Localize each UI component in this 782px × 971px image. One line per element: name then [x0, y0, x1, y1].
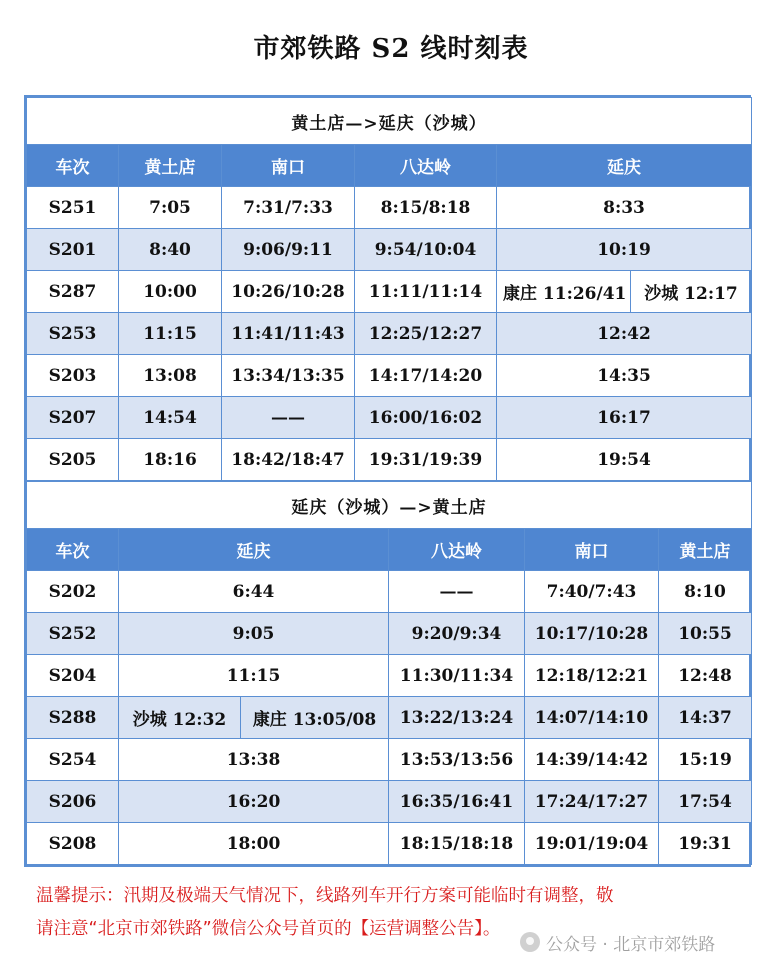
wechat-logo-icon [520, 932, 540, 952]
time-cell: 8:33 [497, 187, 752, 229]
time-cell: 14:39/14:42 [525, 739, 659, 781]
table-row [27, 739, 752, 781]
watermark-text: 公众号 · 北京市郊铁路 [546, 934, 716, 955]
table-row [27, 187, 752, 229]
time-cell: 10:26/10:28 [222, 271, 355, 313]
time-cell: 10:19 [497, 229, 752, 271]
time-cell: 9:05 [119, 613, 389, 655]
timetable-frame [24, 95, 751, 867]
time-cell: 10:00 [119, 271, 222, 313]
time-cell: —— [389, 571, 525, 613]
table-row [27, 823, 752, 865]
time-cell: 7:31/7:33 [222, 187, 355, 229]
header-station: 南口 [525, 529, 659, 571]
time-cell: 8:15/8:18 [355, 187, 497, 229]
notice-line: 请注意“北京市郊铁路”微信公众号首页的【运营调整公告】。 [36, 919, 501, 939]
time-cell: 18:42/18:47 [222, 439, 355, 481]
header-station: 八达岭 [389, 529, 525, 571]
time-cell: 8:40 [119, 229, 222, 271]
time-cell: 18:00 [119, 823, 389, 865]
notice-line: 温馨提示：汛期及极端天气情况下，线路列车开行方案可能临时有调整，敬 [36, 886, 614, 906]
train-number: S201 [27, 229, 119, 271]
time-cell: 16:35/16:41 [389, 781, 525, 823]
time-cell: 7:40/7:43 [525, 571, 659, 613]
train-number: S288 [27, 697, 119, 739]
time-cell: 16:20 [119, 781, 389, 823]
time-cell: 18:15/18:18 [389, 823, 525, 865]
time-cell: 10:55 [659, 613, 752, 655]
time-cell: 17:54 [659, 781, 752, 823]
header-train: 车次 [27, 145, 119, 187]
time-cell: 19:54 [497, 439, 752, 481]
time-cell-shacheng: 沙城 12:17 [631, 271, 752, 313]
time-cell: 14:35 [497, 355, 752, 397]
train-number: S206 [27, 781, 119, 823]
time-cell: 16:17 [497, 397, 752, 439]
table-row [27, 229, 752, 271]
time-cell: 8:10 [659, 571, 752, 613]
time-cell: 11:30/11:34 [389, 655, 525, 697]
time-cell: 19:01/19:04 [525, 823, 659, 865]
table-row [27, 439, 752, 481]
train-number: S208 [27, 823, 119, 865]
train-number: S204 [27, 655, 119, 697]
train-number: S203 [27, 355, 119, 397]
time-cell-kangzhuang: 康庄 13:05/08 [241, 697, 389, 739]
time-cell: —— [222, 397, 355, 439]
time-cell: 18:16 [119, 439, 222, 481]
header-station: 延庆 [497, 145, 752, 187]
table-row [27, 271, 752, 313]
time-cell: 11:41/11:43 [222, 313, 355, 355]
train-number: S207 [27, 397, 119, 439]
time-cell: 13:08 [119, 355, 222, 397]
time-cell: 12:18/12:21 [525, 655, 659, 697]
table-row [27, 397, 752, 439]
time-cell: 13:22/13:24 [389, 697, 525, 739]
train-number: S252 [27, 613, 119, 655]
time-cell: 13:34/13:35 [222, 355, 355, 397]
time-cell: 7:05 [119, 187, 222, 229]
time-cell: 6:44 [119, 571, 389, 613]
header-station: 南口 [222, 145, 355, 187]
time-cell: 17:24/17:27 [525, 781, 659, 823]
table-row [27, 313, 752, 355]
train-number: S253 [27, 313, 119, 355]
header-train: 车次 [27, 529, 119, 571]
table-row [27, 355, 752, 397]
page-title: 市郊铁路 S2 线时刻表 [253, 34, 529, 64]
header-station: 八达岭 [355, 145, 497, 187]
train-number: S202 [27, 571, 119, 613]
train-number: S205 [27, 439, 119, 481]
header-station: 黄土店 [659, 529, 752, 571]
train-number: S287 [27, 271, 119, 313]
time-cell: 9:06/9:11 [222, 229, 355, 271]
timetable-inbound [26, 481, 752, 865]
time-cell-kangzhuang: 康庄 11:26/41 [497, 271, 631, 313]
time-cell: 13:38 [119, 739, 389, 781]
time-cell: 12:48 [659, 655, 752, 697]
time-cell: 14:37 [659, 697, 752, 739]
time-cell: 15:19 [659, 739, 752, 781]
time-cell: 10:17/10:28 [525, 613, 659, 655]
train-number: S254 [27, 739, 119, 781]
time-cell: 11:11/11:14 [355, 271, 497, 313]
time-cell: 19:31 [659, 823, 752, 865]
table-row [27, 571, 752, 613]
table-row [27, 613, 752, 655]
train-number: S251 [27, 187, 119, 229]
time-cell: 16:00/16:02 [355, 397, 497, 439]
time-cell: 9:20/9:34 [389, 613, 525, 655]
time-cell: 19:31/19:39 [355, 439, 497, 481]
time-cell-shacheng: 沙城 12:32 [119, 697, 241, 739]
table-row [27, 697, 752, 739]
time-cell: 11:15 [119, 655, 389, 697]
time-cell: 14:17/14:20 [355, 355, 497, 397]
table-row [27, 781, 752, 823]
table-row [27, 655, 752, 697]
time-cell: 12:42 [497, 313, 752, 355]
timetable-outbound [26, 97, 752, 481]
time-cell: 9:54/10:04 [355, 229, 497, 271]
time-cell: 11:15 [119, 313, 222, 355]
header-station: 黄土店 [119, 145, 222, 187]
watermark [520, 926, 770, 958]
header-station: 延庆 [119, 529, 389, 571]
direction-title: 黄土店—>延庆（沙城） [27, 98, 752, 145]
time-cell: 14:54 [119, 397, 222, 439]
time-cell: 12:25/12:27 [355, 313, 497, 355]
direction-title: 延庆（沙城）—>黄土店 [27, 482, 752, 529]
time-cell: 14:07/14:10 [525, 697, 659, 739]
time-cell: 13:53/13:56 [389, 739, 525, 781]
